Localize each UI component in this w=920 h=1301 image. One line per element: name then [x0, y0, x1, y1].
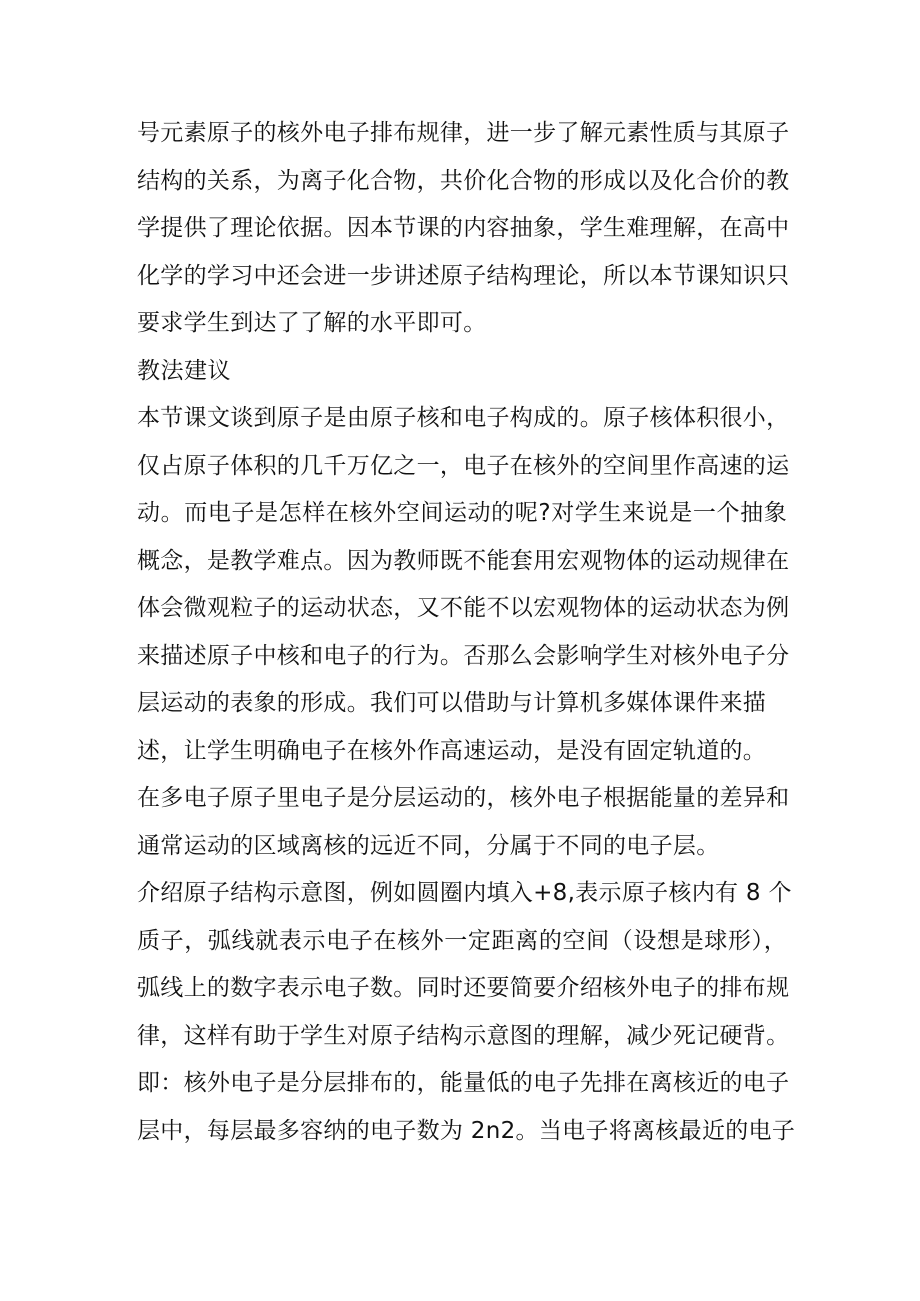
text-line: 学提供了理论依据。因本节课的内容抽象，学生难理解，在高中 — [137, 215, 790, 241]
document-body — [137, 110, 796, 1155]
text-line: 层中，每层最多容纳的电子数为 2n2。当电子将离核最近的电子 — [137, 1117, 796, 1144]
text-line: 结构的关系，为离子化合物，共价化合物的形成以及化合价的教 — [137, 167, 790, 194]
text-line: 来描述原子中核和电子的行为。否那么会影响学生对核外电子分 — [137, 642, 790, 669]
text-line: 律，这样有助于学生对原子结构示意图的理解，减少死记硬背。 — [137, 1022, 790, 1049]
text-line: 介绍原子结构示意图，例如圆圈内填入+8,表示原子核内有 8 个 — [137, 880, 792, 906]
text-line: 即：核外电子是分层排布的，能量低的电子先排在离核近的电子 — [137, 1070, 790, 1096]
text-line: 体会微观粒子的运动状态，又不能不以宏观物体的运动状态为例 — [137, 595, 790, 621]
text-line: 化学的学习中还会进一步讲述原子结构理论，所以本节课知识只 — [137, 262, 790, 289]
text-line: 本节课文谈到原子是由原子核和电子构成的。原子核体积很小， — [137, 405, 790, 431]
text-line: 动。而电子是怎样在核外空间运动的呢?对学生来说是一个抽象 — [137, 500, 787, 526]
text-line: 在多电子原子里电子是分层运动的，核外电子根据能量的差异和 — [137, 785, 790, 811]
text-line: 号元素原子的核外电子排布规律，进一步了解元素性质与其原子 — [137, 120, 790, 146]
text-line: 要求学生到达了了解的水平即可。 — [137, 310, 487, 336]
text-line: 层运动的表象的形成。我们可以借助与计算机多媒体课件来描 — [137, 690, 767, 716]
text-line: 通常运动的区域离核的远近不同，分属于不同的电子层。 — [137, 832, 720, 859]
text-line: 述，让学生明确电子在核外作高速运动，是没有固定轨道的。 — [137, 737, 767, 764]
section-heading: 教法建议 — [137, 357, 231, 384]
text-line: 概念，是教学难点。因为教师既不能套用宏观物体的运动规律在 — [137, 547, 790, 574]
text-line: 仅占原子体积的几千万亿之一，电子在核外的空间里作高速的运 — [137, 452, 790, 479]
text-line: 弧线上的数字表示电子数。同时还要简要介绍核外电子的排布规 — [137, 975, 790, 1001]
text-line: 质子，弧线就表示电子在核外一定距离的空间（设想是球形）， — [137, 927, 787, 954]
